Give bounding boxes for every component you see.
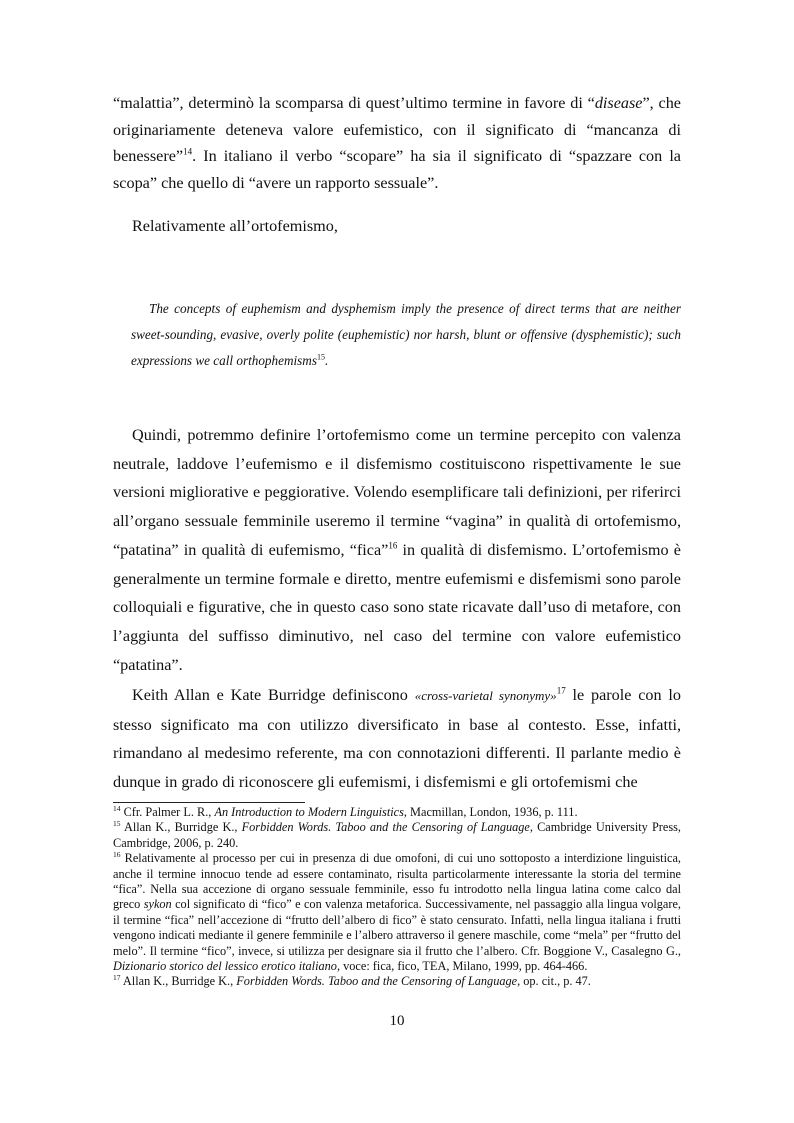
footnote-title: Dizionario storico del lessico erotico italiano xyxy=(113,959,337,974)
footnote-title: Forbidden Words. Taboo and the Censoring of Language xyxy=(236,974,518,989)
footnote-ref-17[interactable]: 17 xyxy=(556,685,566,696)
paragraph-text: . In italiano il verbo “scopare” ha sia il significato di “spazzare con la scopa” che quello di “avere un rapporto sessuale”. xyxy=(113,147,681,192)
footnote-17 xyxy=(113,974,681,989)
footnote-text: , op. cit., p. 47. xyxy=(517,974,591,989)
quote-text-end: . xyxy=(324,353,329,368)
quote-text: The concepts of euphemism and dysphemism imply the presence of direct terms that are neither sweet-sounding, evasive, overly polite (euphemistic) nor harsh, blunt or offensive (dysphemistic); such expressions we call orthophemisms xyxy=(131,301,681,368)
footnote-text: Cfr. Palmer L. R., xyxy=(120,805,215,819)
footnote-number: 14 xyxy=(113,803,121,813)
body-paragraph-1 xyxy=(113,90,681,196)
footnote-15 xyxy=(113,820,681,851)
footnote-ref-16[interactable]: 16 xyxy=(388,540,398,551)
paragraph-text: in qualità di disfemismo. L’ortofemismo è generalmente un termine formale e diretto, mentre eufemismi e disfemismi sono parole colloquiali e figurative, che in questo caso sono state ricavate dall’uso di metafore, con l’aggiunta del suffisso diminutivo, nel caso del termine con valore eufemistico “patatina”. xyxy=(113,540,681,674)
body-paragraph-3 xyxy=(113,421,681,679)
footnotes xyxy=(113,805,681,990)
footnote-text: , Cambridge University Press, Cambridge, 2006, p. 240. xyxy=(113,820,681,850)
paragraph-text: Relativamente all’ortofemismo, xyxy=(132,217,338,235)
paragraph-text: “malattia”, determinò la scomparsa di quest’ultimo termine in favore di “ xyxy=(113,94,595,112)
footnote-number: 16 xyxy=(113,850,121,860)
footnote-text: Allan K., Burridge K., xyxy=(120,820,242,835)
footnote-separator xyxy=(113,802,305,803)
footnote-title: An Introduction to Modern Linguistics xyxy=(214,805,404,819)
paragraph-text: ”, che originariamente deteneva valore eufemistico, con il significato di “mancanza di benessere” xyxy=(113,94,681,165)
footnote-text: col significato di “fico” e con valenza metaforica. Successivamente, nel passaggio alla lingua volgare, il termine “fica” nell’accezione di “frutto dell’albero di fico” è stato censurato. Infatti, nella lingua italiana i frutti vengono indicati mediante il genere femminile e l’albero attraverso il genere maschile, come “mela” per “frutto del melo”. Il termine “fico”, invece, si utilizza per designare sia il frutto che l’albero. Cfr. Boggione V., Casalegno G., xyxy=(113,897,682,958)
footnote-text: , voce: fica, fico, TEA, Milano, 1999, pp. 464-466. xyxy=(336,959,588,974)
footnote-title: Forbidden Words. Taboo and the Censoring of Language xyxy=(241,820,530,835)
body-paragraph-4 xyxy=(113,681,681,797)
footnote-text: Relativamente al processo per cui in presenza di due omofoni, di cui uno sottoposto a interdizione linguistica, anche il termine innocuo tende ad essere contaminato, risulta particolarmente interessante la storia del termine “fica”. Nella sua accezione di organo sessuale femminile, esso fu introdotto nella lingua latina come calco dal greco xyxy=(113,851,681,912)
footnote-text: Allan K., Burridge K., xyxy=(120,974,237,989)
footnote-14 xyxy=(113,805,681,820)
page-number: 10 xyxy=(389,1013,405,1029)
italic-term-cross-varietal: «cross-varietal synonymy» xyxy=(414,688,557,703)
footnote-italic-word: sykon xyxy=(143,897,172,912)
body-paragraph-2 xyxy=(113,213,681,240)
block-quote xyxy=(131,296,681,374)
footnote-ref-14[interactable]: 14 xyxy=(183,146,193,157)
footnote-ref-15[interactable]: 15 xyxy=(316,352,325,362)
footnote-number: 15 xyxy=(113,819,121,829)
paragraph-text: Keith Allan e Kate Burridge definiscono xyxy=(132,686,415,704)
italic-term-disease: disease xyxy=(594,94,643,112)
paragraph-text: Quindi, potremmo definire l’ortofemismo come un termine percepito con valenza neutrale, laddove l’eufemismo e il disfemismo costituiscono rispettivamente le sue versioni migliorative e peggiorative. Volendo esemplificare tali definizioni, per riferirci all’organo sessuale femminile useremo il termine “vagina” in qualità di ortofemismo, “patatina” in qualità di eufemismo, “fica” xyxy=(113,426,681,559)
footnote-16 xyxy=(113,851,681,974)
paragraph-text: le parole con lo stesso significato ma con utilizzo diversificato in base al contesto. Esse, infatti, rimandano al medesimo referente, ma con connotazioni differenti. Il parlante medio è dunque in grado di riconoscere gli eufemismi, i disfemismi e gli ortofemismi che xyxy=(113,686,681,792)
footnote-text: , Macmillan, London, 1936, p. 111. xyxy=(403,805,578,819)
footnote-number: 17 xyxy=(113,973,121,983)
